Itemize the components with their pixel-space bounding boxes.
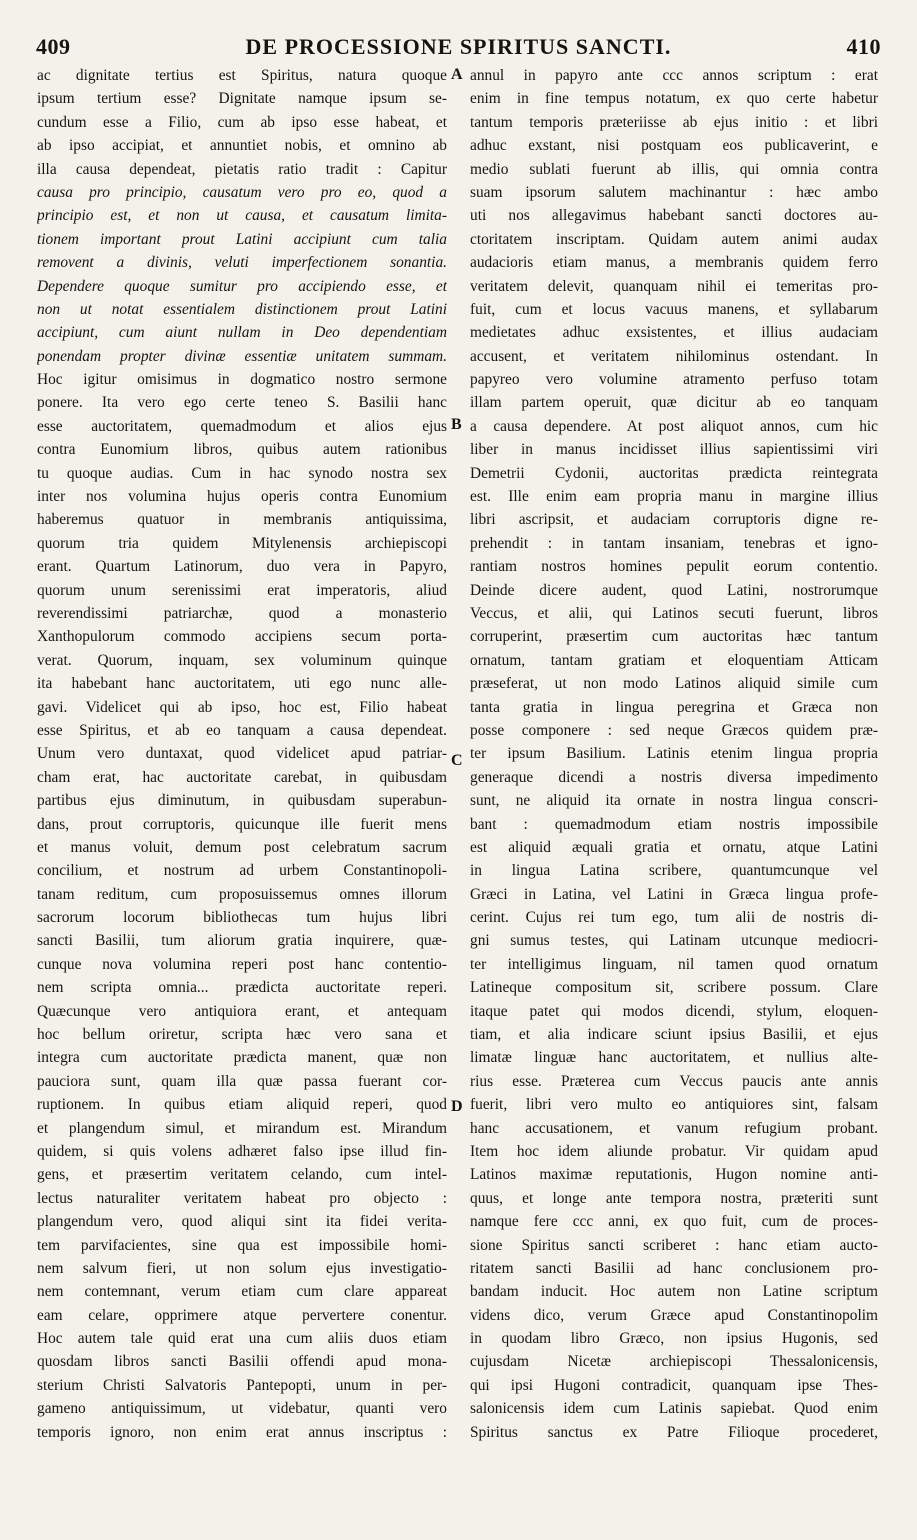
text-line: medietates adhuc exsistentes, et illius audaciam xyxy=(470,324,878,342)
text-line: cunque nova volumina reperi post hanc contentio- xyxy=(37,955,447,973)
text-line: medio sublati fuerunt ab illis, qui omnia contra xyxy=(470,160,878,178)
text-line: nem contemnant, verum etiam cum clare appareat xyxy=(37,1283,447,1301)
running-title: DE PROCESSIONE SPIRITUS SANCTI. xyxy=(245,34,672,59)
text-line: Demetrii Cydonii, auctoritas prædicta reintegrata xyxy=(470,464,878,482)
page-header xyxy=(36,34,881,60)
text-line: ter intelligimus linguam, nil tamen quod ornatum xyxy=(470,955,878,973)
text-line: plangendum vero, quod aliqui sint ita fidei verita- xyxy=(37,1213,447,1231)
text-line: sunt, ne aliquid ita ornate in nostra lingua conscri- xyxy=(470,792,878,810)
text-line: adhuc exstant, nisi postquam eos publicaverint, e xyxy=(470,137,878,155)
text-line: haberemus quatuor in membranis antiquissima, xyxy=(37,511,447,529)
text-line: Dependere quoque sumitur pro accipiendo esse, et xyxy=(37,277,447,295)
text-line: generaque dicendi a nostris diversa impedimento xyxy=(470,768,878,786)
text-line: itaque patet qui modos dicendi, stylum, eloquen- xyxy=(470,1002,878,1020)
text-line: ruptionem. In quibus etiam aliquid reperi, quod xyxy=(37,1096,447,1114)
text-line: limatæ linguæ hanc auctoritatem, et nullius alte- xyxy=(470,1049,878,1067)
text-line: nem salvum fieri, ut non solum ejus investigatio- xyxy=(37,1259,447,1277)
text-line: Xanthopulorum commodo accipiens secum porta- xyxy=(37,628,447,646)
text-line: bant : quemadmodum etiam nostris impossibile xyxy=(470,815,878,833)
text-line: Hoc igitur omisimus in dogmatico nostro sermone xyxy=(37,371,447,389)
text-line: ita habebant hanc auctoritatem, uti ego nunc alle- xyxy=(37,675,447,693)
text-line: Quæcunque vero antiquiora erant, et antequam xyxy=(37,1002,447,1020)
text-line: verat. Quorum, inquam, sex voluminum quinque xyxy=(37,651,447,669)
text-line: gameno antiquissimum, ut videbatur, quanti vero xyxy=(37,1400,447,1418)
text-line: libri ascripsit, et audaciam corruptoris digne re- xyxy=(470,511,878,529)
text-line: sterium Christi Salvatoris Pantepopti, unum in per- xyxy=(37,1376,447,1394)
text-line: bandam inducit. Hoc autem non Latine scriptum xyxy=(470,1283,878,1301)
page-number-right: 410 xyxy=(846,34,881,59)
text-line: sancti Basilii, tum aliorum gratia inquirere, quæ- xyxy=(37,932,447,950)
text-line: est aliquid æquali gratia et ornatu, atque Latini xyxy=(470,838,878,856)
text-line: prehendit : in tantam insaniam, tenebras et igno- xyxy=(470,534,878,552)
text-line: annul in papyro ante ccc annos scriptum : erat xyxy=(470,67,878,84)
text-line: qui ipsi Hugoni contradicit, quanquam ipse Thes- xyxy=(470,1376,878,1394)
text-line: in quodam libro Græco, non ipsius Hugonis, sed xyxy=(470,1330,878,1348)
text-line: sione Spiritus sancti scriberet : hanc etiam aucto- xyxy=(470,1236,878,1254)
text-line: Deinde dicere audent, quod Latini, nostrorumque xyxy=(470,581,878,599)
text-line: ponere. Ita vero ego certe teneo S. Basilii hanc xyxy=(37,394,447,412)
text-line: ctoritatem inscriptam. Quidam autem animi audax xyxy=(470,230,878,248)
text-line: cujusdam Nicetæ archiepiscopi Thessalonicensis, xyxy=(470,1353,878,1371)
text-line: fuerit, libri vero multo eo antiquiores sint, falsam xyxy=(470,1096,878,1114)
text-line: inter nos volumina hujus operis contra Eunomium xyxy=(37,488,447,506)
text-line: hanc accusationem, et vanum refugium probant. xyxy=(470,1119,878,1137)
text-line: et plangendum simul, et mirandum est. Mirandum xyxy=(37,1119,447,1137)
text-line: ponendam propter divinæ essentiæ unitatem summam. xyxy=(37,347,447,365)
margin-letter-a: A xyxy=(451,66,463,83)
text-line: Latineque compositum sit, scribere possum. Clare xyxy=(470,979,878,997)
text-line: quosdam libros sancti Basilii offendi apud mona- xyxy=(37,1353,447,1371)
text-line: ter ipsum Basilium. Latinis etenim lingua propria xyxy=(470,745,878,763)
text-line: Veccus, et alii, qui Latinos secuti fuerunt, libros xyxy=(470,604,878,622)
right-column xyxy=(470,64,878,1444)
text-line: causa pro principio, causatum vero pro eo, quod a xyxy=(37,183,447,201)
text-line: quorum tria quidem Mitylenensis archiepiscopi xyxy=(37,534,447,552)
text-line: hoc bellum oriretur, scripta hæc vero sana et xyxy=(37,1026,447,1044)
text-line: tanam reditum, cum proposuissemus omnes illorum xyxy=(37,885,447,903)
text-line: ipsum tertium esse? Dignitate namque ipsum se- xyxy=(37,90,447,108)
text-line: dans, prout corruptoris, quicunque ille fuerit mens xyxy=(37,815,447,833)
text-line: illam partem operuit, quæ dicitur ab eo tanquam xyxy=(470,394,878,412)
text-line: tiam, et alia indicare sciunt ipsius Basilii, et ejus xyxy=(470,1026,878,1044)
text-line: ac dignitate tertius est Spiritus, natura quoque xyxy=(37,67,447,84)
text-line: fuit, cum et locus vacuus manens, et syllabarum xyxy=(470,300,878,318)
text-line: tionem important prout Latini accipiunt cum talia xyxy=(37,230,447,248)
text-line: ritatem sancti Basilii ad hanc conclusionem pro- xyxy=(470,1259,878,1277)
text-line: lectus naturaliter veritatem habeat pro objecto : xyxy=(37,1189,447,1207)
text-line: veritatem delevit, quanquam nihil ei temeritas pro- xyxy=(470,277,878,295)
text-line: in lingua Latina scribere, quantumcunque vel xyxy=(470,862,878,880)
margin-letter-c: C xyxy=(451,752,463,769)
text-line: gni sumus testes, qui Latinam utcunque mediocri- xyxy=(470,932,878,950)
text-line: Spiritus sanctus ex Patre Filioque procederet, xyxy=(470,1423,878,1441)
text-line: Hoc autem tale quid erat una cum aliis duos etiam xyxy=(37,1330,447,1348)
text-line: reverendissimi patriarchæ, quod a monasterio xyxy=(37,604,447,622)
text-line: namque fere ccc anni, ex quo fuit, cum de proces- xyxy=(470,1213,878,1231)
text-line: liber in manus incidisset illius sapientissimi viri xyxy=(470,441,878,459)
text-line: quidem, si quis volens adhæret falso ipse illud fin- xyxy=(37,1142,447,1160)
text-line: a causa dependere. At post aliquot annos, cum hic xyxy=(470,417,878,435)
text-line: et manus voluit, demum post celebratum sacrum xyxy=(37,838,447,856)
text-line: Latinos maximæ reputationis, Hugon nomine anti- xyxy=(470,1166,878,1184)
margin-letter-b: B xyxy=(451,416,462,433)
text-line: illa causa dependeat, pietatis ratio tradit : Capitur xyxy=(37,160,447,178)
text-line: posse componere : sed neque Græcos quidem præ- xyxy=(470,721,878,739)
text-line: non ut notat essentialem distinctionem prout Latini xyxy=(37,300,447,318)
text-line: removent a divinis, veluti imperfectionem sonantia. xyxy=(37,254,447,272)
text-line: tantum temporis præteriisse ab ejus initio : et libri xyxy=(470,113,878,131)
text-line: pauciora sunt, quam illa quæ passa fuerant cor- xyxy=(37,1072,447,1090)
text-line: gens, et præsertim veritatem celando, cum intel- xyxy=(37,1166,447,1184)
text-line: esse Spiritus, et ab eo tanquam a causa dependeat. xyxy=(37,721,447,739)
text-line: salonicensis idem cum Latinis sapiebat. Quod enim xyxy=(470,1400,878,1418)
text-line: Item hoc idem aliunde probatur. Vir quidam apud xyxy=(470,1142,878,1160)
text-line: Unum vero duntaxat, quod videlicet apud patriar- xyxy=(37,745,447,763)
text-line: erant. Quartum Latinorum, duo vera in Papyro, xyxy=(37,558,447,576)
text-line: tem parvifacientes, sine qua est impossibile homi- xyxy=(37,1236,447,1254)
margin-letter-d: D xyxy=(451,1098,463,1115)
text-line: Græci in Latina, vel Latini in Græca lingua profe- xyxy=(470,885,878,903)
text-line: quorum unum serenissimi erat imperatoris, aliud xyxy=(37,581,447,599)
text-line: integra cum auctoritate prædicta manent, quæ non xyxy=(37,1049,447,1067)
text-line: est. Ille enim eam propria manu in margine illius xyxy=(470,488,878,506)
text-line: gavi. Videlicet qui ab ipso, hoc est, Filio habeat xyxy=(37,698,447,716)
text-line: corruperint, præsertim cum auctoritas hæc tantum xyxy=(470,628,878,646)
text-line: cham erat, hac auctoritate carebat, in quibusdam xyxy=(37,768,447,786)
text-line: papyreo vero volumine atramento perfuso totam xyxy=(470,371,878,389)
text-line: rantiam nostros homines pepulit eorum contentio. xyxy=(470,558,878,576)
text-line: uti nos allegavimus habebant sancti doctores au- xyxy=(470,207,878,225)
left-column xyxy=(37,64,447,1444)
page-number-left: 409 xyxy=(36,34,71,59)
text-line: esse auctoritatem, quemadmodum et alios ejus xyxy=(37,417,447,435)
text-line: enim in fine tempus notatum, ex quo certe habetur xyxy=(470,90,878,108)
text-line: cundum esse a Filio, cum ab ipso esse habeat, et xyxy=(37,113,447,131)
text-line: videns dico, verum Græce apud Constantinopolim xyxy=(470,1306,878,1324)
text-line: accusent, et veritatem nihilominus ostendant. In xyxy=(470,347,878,365)
text-line: partibus ejus diminutum, in quibusdam superabun- xyxy=(37,792,447,810)
text-line: quus, et longe ante tempora nostra, præteriti sunt xyxy=(470,1189,878,1207)
text-line: ab ipso accipiat, et annuntiet nobis, et omnino ab xyxy=(37,137,447,155)
text-line: concilium, et nostrum ad urbem Constantinopoli- xyxy=(37,862,447,880)
text-line: eam celare, opprimere atque pervertere conentur. xyxy=(37,1306,447,1324)
text-line: rius esse. Præterea cum Veccus paucis ante annis xyxy=(470,1072,878,1090)
text-line: ornatum, tantam gratiam et eloquentiam Atticam xyxy=(470,651,878,669)
text-line: contra Eunomium libros, quibus autem rationibus xyxy=(37,441,447,459)
text-line: audacioris etiam manus, a membranis quidem ferro xyxy=(470,254,878,272)
text-line: cerint. Cujus rei tum ego, tum alii de nostris di- xyxy=(470,909,878,927)
text-line: nem scripta omnia... prædicta auctoritate reperi. xyxy=(37,979,447,997)
text-line: accipiunt, cum aiunt nullam in Deo dependentiam xyxy=(37,324,447,342)
text-line: suam ipsorum salutem machinantur : hæc ambo xyxy=(470,183,878,201)
text-line: tu quoque audias. Cum in hac synodo nostra sex xyxy=(37,464,447,482)
text-line: præseferat, ut non modo Latinos aliquid simile cum xyxy=(470,675,878,693)
text-line: temporis ignoro, non enim erat annus inscriptus : xyxy=(37,1423,447,1441)
text-line: principio est, et non ut causa, et causatum limita- xyxy=(37,207,447,225)
text-line: tanta gratia in lingua peregrina et Græca non xyxy=(470,698,878,716)
text-line: sacrorum locorum bibliothecas tum hujus libri xyxy=(37,909,447,927)
